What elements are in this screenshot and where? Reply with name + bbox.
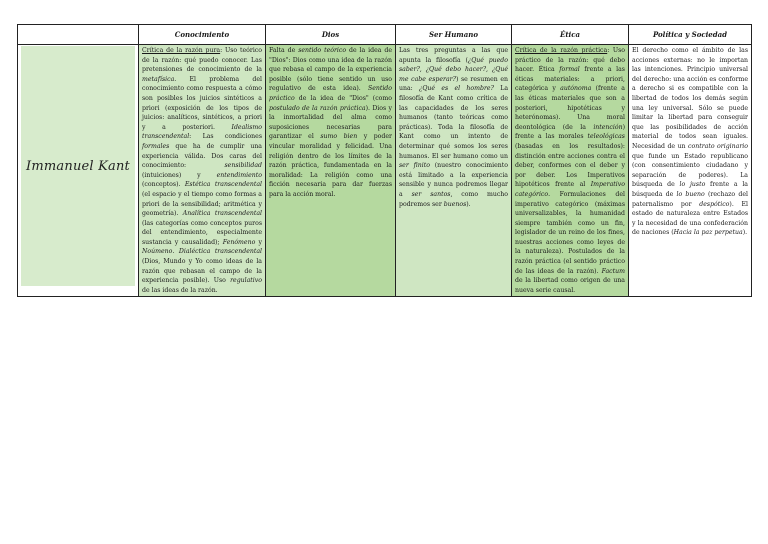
conocimiento-text-run: Dialéctica transcendental	[178, 248, 262, 256]
cell-politica	[629, 45, 752, 297]
etica-text-run: : Uso práctico de la razón: qué debo hacer. Ética	[515, 47, 625, 74]
dios-text-run: Sentido práctico	[269, 85, 392, 102]
conocimiento-text-run: sensibilidad	[224, 162, 262, 170]
politica-text-run: El derecho como el ámbito de las acciones externas: no le importan las intenciones. Principio universal del derecho: una acción es conforme a derecho si es compatible con la libertad de todos los demás según una ley universal. Sólo se puede limitar la libertad para conseguir que las posibilidades de acción material de todos sean iguales. Necesidad de un	[632, 47, 748, 150]
conocimiento-text-run: regulativo	[230, 277, 262, 285]
philosopher-box	[21, 46, 135, 286]
politica-text-run: frente a la búsqueda de	[632, 181, 748, 198]
conocimiento-text-run: .	[172, 248, 179, 256]
etica-text-run: intención	[593, 123, 623, 131]
conocimiento-text-run: entendimiento	[216, 171, 262, 179]
dios-text-run: de la idea de "Dios": Dios como una idea de la razón que rebasa el campo de la experiencia posible (sólo tiene sentido un uso regulativo de esta idea).	[269, 47, 392, 93]
dios-text-run: sumo bien	[320, 133, 358, 141]
etica-text-run: Crítica de la razón práctica	[515, 47, 608, 54]
conocimiento-text-run: Estética transcendental	[184, 181, 262, 189]
ser-humano-text-run: ).	[466, 200, 471, 208]
politica-text-run: ).	[742, 229, 748, 237]
dios-text-run: y poder vincular moralidad y felicidad. Una religión dentro de los límites de la razón práctica, fundamentada en la moralidad: La religión como una ficción necesaria para dar fuerzas para la acción moral.	[269, 133, 392, 198]
header-dios: Dios	[266, 25, 396, 45]
politica-text-run: contrato originario	[688, 142, 748, 150]
table-row	[18, 45, 752, 297]
ser-humano-text-run: ) se resumen en una:	[399, 75, 508, 93]
ser-humano-text-run: buenos	[443, 200, 467, 208]
conocimiento-text-run: Idealismo transcendental	[142, 123, 262, 141]
etica-text-run: . Formulaciones del imperativo categórico (máximas universalizables, la humanidad siempre también como un fin, legislador de un reino de los fines, nuestras acciones como leyes de la naturaleza). Postulados de la razón práctica (el sentido práctico de las ideas de la razón).	[515, 190, 625, 275]
ser-humano-text-run: , como mucho podremos ser	[399, 190, 508, 208]
conocimiento-text-run: : Las condiciones	[189, 133, 262, 141]
etica-text-run: autónoma	[560, 85, 592, 93]
conocimiento-text-run: (conceptos).	[142, 181, 185, 189]
politica-text-run: ). El estado de naturaleza entre Estados y la necesidad de una confederación de naciones (	[632, 200, 749, 237]
etica-text-run: de la libertad como origen de una nueva serie causal.	[515, 277, 625, 294]
conocimiento-text-run: Fenómeno	[222, 238, 256, 246]
cell-conocimiento	[139, 45, 266, 297]
politica-text-run: que funde un Estado republicano (con consentimiento ciudadano y separación de poderes). La búsqueda de	[632, 152, 748, 189]
header-conocimiento: Conocimiento	[139, 25, 266, 45]
header-etica: Ética	[512, 25, 629, 45]
conocimiento-text-run: (Dios, Mundo y Yo como ideas de la razón que rebasan el campo de la experiencia posible). Uso	[142, 258, 262, 285]
conocimiento-text-run: Noúmeno	[142, 248, 173, 256]
dios-text-run: Falta de	[269, 47, 299, 54]
conocimiento-text-run: metafísica	[142, 75, 175, 83]
politica-text-run: Hacia la paz perpetua	[673, 229, 743, 237]
header-empty	[18, 25, 139, 45]
cell-ser-humano	[396, 45, 512, 297]
etica-text-run: (basadas en los resultados): distinción entre acciones contra el deber, conformes con el deber y por deber. Los Imperativos hipotéticos frente al	[515, 142, 625, 189]
conocimiento-text-run: que ha de cumplir una experiencia válida. Dos caras del conocimiento:	[142, 142, 262, 170]
politica-text-run: lo justo	[679, 181, 706, 189]
etica-text-run: Imperativo categórico	[515, 181, 625, 198]
header-row	[18, 25, 752, 45]
philosophy-table	[17, 24, 752, 297]
etica-text-run: formal	[559, 66, 580, 74]
etica-text-run: ) frente a las morales	[515, 123, 625, 141]
philosopher-cell	[18, 45, 139, 297]
conocimiento-text-run: Crítica de la razón pura	[142, 47, 221, 54]
conocimiento-text-run: (el espacio y el tiempo como formas a priori de la sensibilidad; aritmética y geometría).	[142, 190, 262, 218]
ser-humano-text-run: ser finito	[399, 162, 430, 170]
dios-text-run: de la idea de "Dios" (como	[294, 94, 392, 102]
conocimiento-text-run: (las categorías como conceptos puros del entendimiento, especialmente sustancia y causalidad);	[142, 219, 262, 246]
conocimiento-text-run: Analítica transcendental	[182, 210, 263, 218]
ser-humano-text-run: ¿Qué es el hombre?	[419, 85, 494, 93]
cell-etica	[512, 45, 629, 297]
dios-text-run: postulado de la razón práctica	[269, 104, 366, 112]
etica-text-run: frente a las éticas materiales: a priori, categórica y	[515, 66, 625, 93]
conocimiento-text-run: de las ideas de la razón.	[142, 286, 218, 294]
cell-dios	[266, 45, 396, 297]
politica-text-run: (rechazo del paternalismo por	[632, 190, 748, 208]
dios-text-run: ). Dios y la inmortalidad del alma como suposiciones necesarias para garantizar el	[269, 104, 393, 141]
ser-humano-text-run: ser santos	[411, 190, 451, 198]
conocimiento-text-run: : Uso teórico de la razón: qué puedo conocer. Las pretensiones de conocimiento de la	[142, 47, 262, 74]
etica-text-run: (frente a las éticas materiales que son a posteriori, hipotéticas y heterónomas). Una moral deontológica (de la	[515, 85, 625, 131]
ser-humano-text-run: La filosofía de Kant como crítica de las capacidades de los seres humanos (tanto teóricas como prácticas). Toda la filosofía de Kant como un intento de determinar qué somos los seres humanos. El ser humano como un	[399, 85, 509, 160]
politica-text-run: despótico	[699, 200, 730, 208]
header-ser-humano: Ser Humano	[396, 25, 512, 45]
philosopher-name: Immanuel Kant	[26, 158, 130, 174]
header-politica: Política y Sociedad	[629, 25, 752, 45]
etica-text-run: Factum	[601, 267, 625, 275]
ser-humano-text-run: Las tres preguntas a las que apunta la filosofía (	[399, 47, 508, 64]
conocimiento-text-run: (intuiciones) y	[142, 171, 217, 179]
conocimiento-text-run: . El problema del conocimiento como respuesta a cómo son posibles los juicios sintéticos a priori (exposición de los tipos de juicios: analíticos, sintéticos, a priori y a posteriori.	[142, 75, 262, 131]
conocimiento-text-run: y	[255, 238, 262, 246]
ser-humano-text-run: ¿Qué puedo saber?, ¿Qué debo hacer?, ¿Qué me cabe esperar?	[399, 56, 508, 83]
ser-humano-text-run: (nuestro conocimiento está limitado a la experiencia sensible y nunca podremos llegar a	[399, 162, 508, 198]
dios-text-run: sentido teórico	[298, 47, 347, 54]
conocimiento-text-run: formales	[142, 142, 170, 150]
etica-text-run: teleológicas	[587, 133, 625, 141]
politica-text-run: lo bueno	[676, 190, 705, 198]
